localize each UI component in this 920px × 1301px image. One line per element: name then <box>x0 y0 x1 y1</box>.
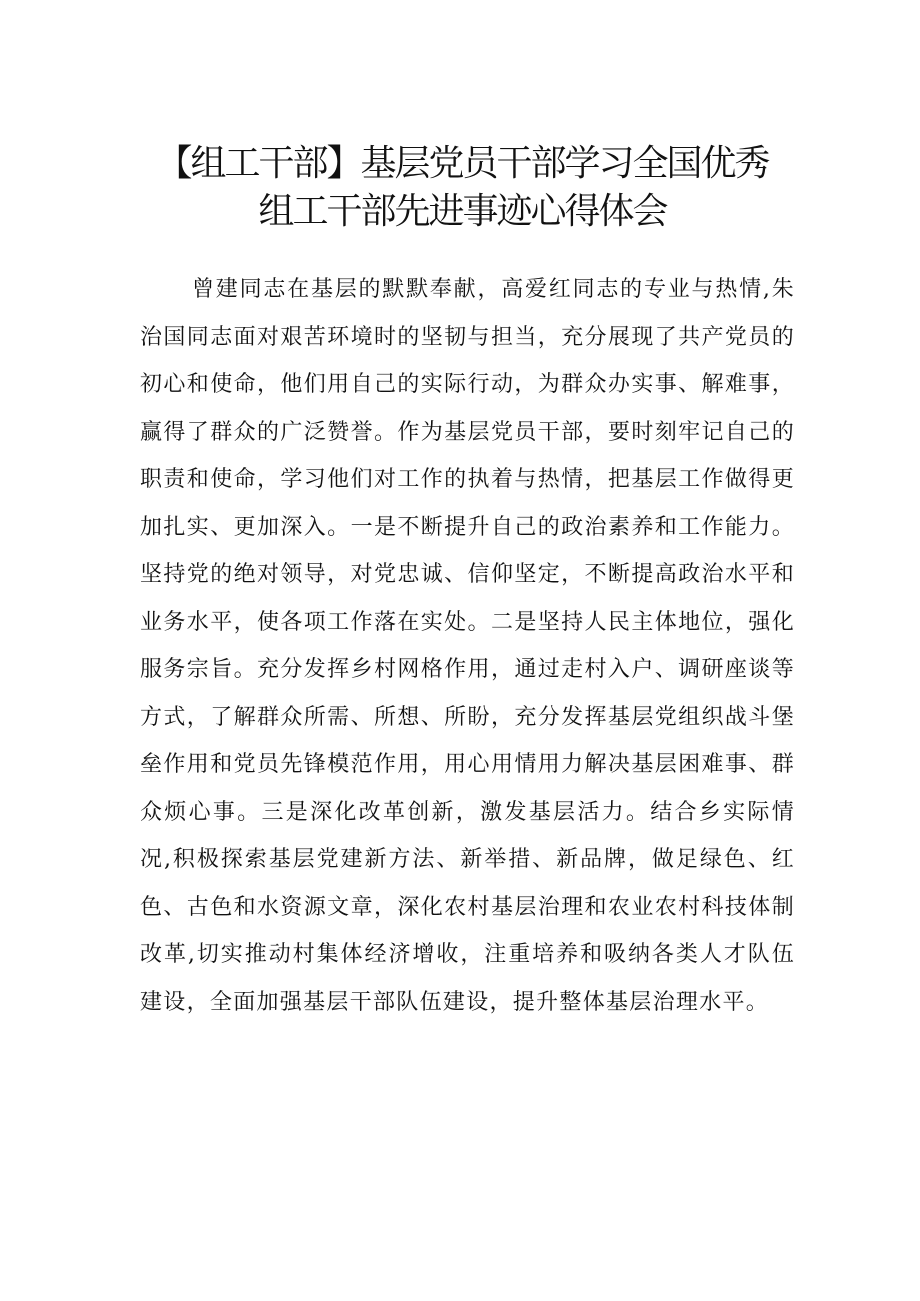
document-title: 【组工干部】基层党员干部学习全国优秀组工干部先进事迹心得体会 <box>156 143 769 232</box>
body-paragraph: 曾建同志在基层的默默奉献，高爱红同志的专业与热情,朱治国同志面对艰苦环境时的坚韧与担当，充分展现了共产党员的初心和使命，他们用自己的实际行动，为群众办实事、解难事，赢得了群众的广泛赞誉。作为基层党员干部，要时刻牢记自己的职责和使命，学习他们对工作的执着与热情，把基层工作做得更加扎实、更加深入。一是不断提升自己的政治素养和工作能力。坚持党的绝对领导，对党忠诚、信仰坚定，不断提高政治水平和业务水平，使各项工作落在实处。二是坚持人民主体地位，强化服务宗旨。充分发挥乡村网格作用，通过走村入户、调研座谈等方式，了解群众所需、所想、所盼，充分发挥基层党组织战斗堡垒作用和党员先锋模范作用，用心用情用力解决基层困难事、群众烦心事。三是深化改革创新，激发基层活力。结合乡实际情况,积极探索基层党建新方法、新举措、新品牌，做足绿色、红色、古色和水资源文章，深化农村基层治理和农业农村科技体制改革,切实推动村集体经济增收，注重培养和吸纳各类人才队伍建设，全面加强基层干部队伍建设，提升整体基层治理水平。 <box>140 277 795 1015</box>
